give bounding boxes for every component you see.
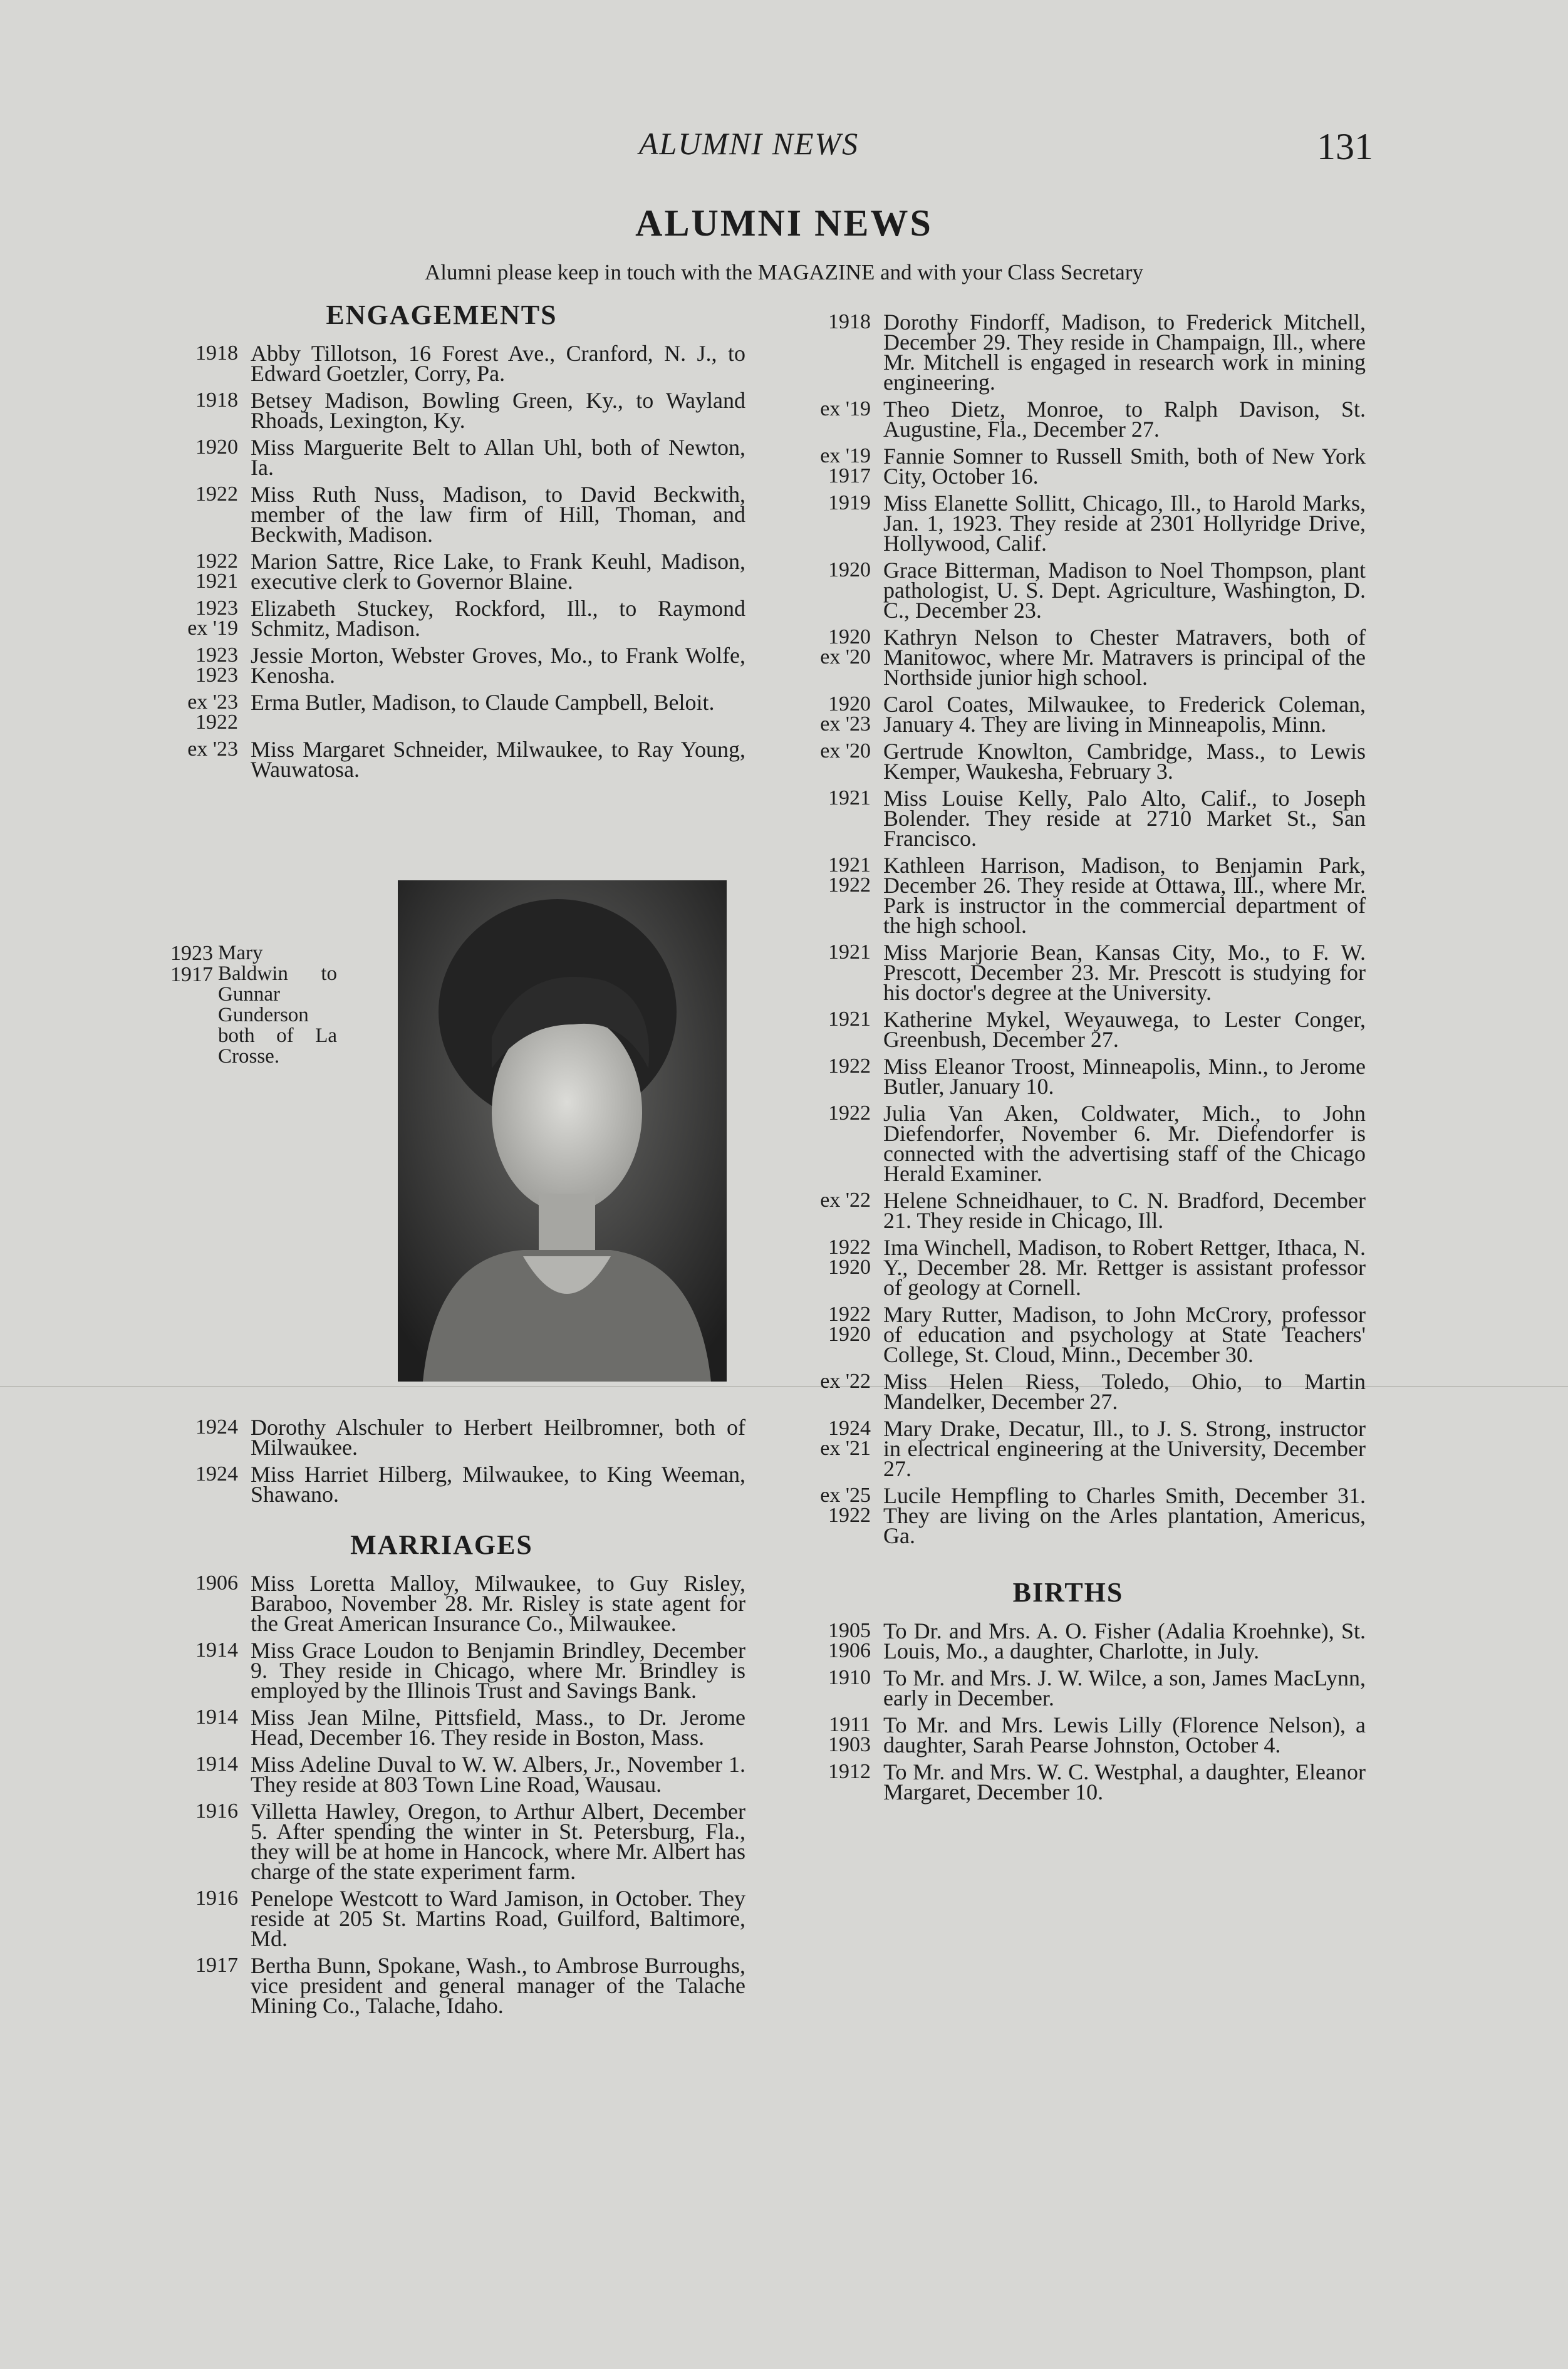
entry-text: Miss Marguerite Belt to Allan Uhl, both of Newton, Ia. (251, 435, 745, 480)
list-item (771, 1054, 1366, 1099)
class-years: 1924 (195, 1415, 238, 1439)
entry-text: Miss Marjorie Bean, Kansas City, Mo., to F. W. Prescott, December 23. Mr. Prescott is studying for his doctor's degree at the University. (883, 940, 1366, 1005)
class-years: 1912 (828, 1760, 871, 1783)
class-years: 1916 (195, 1799, 238, 1823)
class-years: 1905 1906 (828, 1619, 871, 1662)
class-years: ex '23 1922 (187, 690, 238, 734)
entry-text: Miss Ruth Nuss, Madison, to David Beckwith, member of the law firm of Hill, Thoman, and Beckwith, Madison. (251, 482, 745, 547)
class-years: 1920 ex '20 (820, 625, 871, 669)
entry-text: Miss Helen Riess, Toledo, Ohio, to Martin Mandelker, December 27. (883, 1369, 1366, 1414)
entry-text: Mary Drake, Decatur, Ill., to J. S. Strong, instructor in electrical engineering at the University, December 27. (883, 1416, 1366, 1481)
list-item (138, 341, 745, 386)
class-years: 1922 1920 (828, 1236, 871, 1279)
list-item (771, 491, 1366, 556)
class-years: ex '23 (187, 737, 238, 761)
class-years: 1917 (195, 1954, 238, 1977)
list-item (771, 786, 1366, 851)
list-item (771, 444, 1366, 489)
photo-block (144, 880, 727, 1382)
class-years: 1914 (195, 1752, 238, 1776)
class-years: 1922 1920 (828, 1303, 871, 1346)
entry-text: Penelope Westcott to Ward Jamison, in October. They reside at 205 St. Martins Road, Guilford, Baltimore, Md. (251, 1886, 745, 1951)
class-years: 1911 1903 (828, 1713, 871, 1756)
entry-text: Miss Louise Kelly, Palo Alto, Calif., to Joseph Bolender. They reside at 2710 Market St., San Francisco. (883, 786, 1366, 851)
list-item (771, 625, 1366, 690)
entry-text: Kathryn Nelson to Chester Matravers, both of Manitowoc, where Mr. Matravers is principal of the Northside junior high school. (883, 625, 1366, 690)
entry-text: Julia Van Aken, Coldwater, Mich., to John Diefendorfer, November 6. Mr. Diefendorfer is connected with the advertising staff of the Chicago Herald Examiner. (883, 1101, 1366, 1186)
entry-text: Miss Adeline Duval to W. W. Albers, Jr., November 1. They reside at 803 Town Line Road, Wausau. (251, 1752, 745, 1797)
engagements-column (138, 299, 745, 786)
portrait-photo (398, 880, 727, 1382)
list-item (138, 643, 745, 688)
class-years: 1922 (828, 1101, 871, 1125)
entry-text: To Mr. and Mrs. W. C. Westphal, a daughter, Eleanor Margaret, December 10. (883, 1759, 1366, 1804)
entry-text: To Mr. and Mrs. J. W. Wilce, a son, James MacLynn, early in December. (883, 1665, 1366, 1710)
entry-text: Bertha Bunn, Spokane, Wash., to Ambrose Burroughs, vice president and general manager of the Talache Mining Co., Talache, Idaho. (251, 1953, 745, 2018)
class-years: ex '22 (820, 1189, 871, 1212)
births-heading: BIRTHS (1012, 1577, 1124, 1608)
engagements-after-photo-list (138, 1415, 745, 1507)
left-lower-column (138, 1417, 745, 2023)
running-head: ALUMNI NEWS (639, 126, 859, 161)
list-item (771, 1103, 1366, 1184)
page-subtitle: Alumni please keep in touch with the MAGAZINE and with your Class Secretary (425, 260, 1143, 284)
class-years: 1920 (828, 558, 871, 581)
class-years: 1924 ex '21 (820, 1417, 871, 1460)
entry-text: Grace Bitterman, Madison to Noel Thompson, plant pathologist, U. S. Dept. Agriculture, Washington, D. C., December 23. (883, 558, 1366, 623)
class-years: 1921 (828, 786, 871, 810)
list-item (138, 1415, 745, 1460)
entry-text: Katherine Mykel, Weyauwega, to Lester Conger, Greenbush, December 27. (883, 1007, 1366, 1052)
class-years: 1914 (195, 1638, 238, 1662)
entry-text: Erma Butler, Madison, to Claude Campbell, Beloit. (251, 690, 715, 715)
list-item (771, 1190, 1366, 1231)
entry-text: Villetta Hawley, Oregon, to Arthur Albert, December 5. After spending the winter in St. Petersburg, Fla., they will be at home in Hancock, where Mr. Albert has charge of the state experiment farm. (251, 1799, 745, 1884)
class-years: 1921 1922 (828, 853, 871, 897)
entry-text: Miss Harriet Hilberg, Milwaukee, to King Weeman, Shawano. (251, 1462, 745, 1507)
class-years: 1918 (828, 310, 871, 333)
entry-text: To Dr. and Mrs. A. O. Fisher (Adalia Kroehnke), St. Louis, Mo., a daughter, Charlotte, in July. (883, 1618, 1366, 1664)
class-years: 1921 (828, 940, 871, 964)
list-item (771, 1483, 1366, 1548)
class-years: 1906 (195, 1571, 238, 1595)
class-years: 1916 (195, 1887, 238, 1910)
entry-text: Helene Schneidhauer, to C. N. Bradford, December 21. They reside in Chicago, Ill. (883, 1188, 1366, 1233)
engagements-list (138, 341, 745, 782)
entry-text: Theo Dietz, Monroe, to Ralph Davison, St. Augustine, Fla., December 27. (883, 397, 1366, 442)
list-item (771, 853, 1366, 938)
entry-text: Elizabeth Stuckey, Rockford, Ill., to Raymond Schmitz, Madison. (251, 596, 745, 641)
class-years: 1910 (828, 1666, 871, 1689)
entry-text: Mary Rutter, Madison, to John McCrory, professor of education and psychology at State Teachers' College, St. Cloud, Minn., December 30. (883, 1302, 1366, 1367)
marriages-left-list (138, 1573, 745, 2016)
entry-text: Jessie Morton, Webster Groves, Mo., to Frank Wolfe, Kenosha. (251, 643, 745, 688)
entry-text: Miss Grace Loudon to Benjamin Brindley, December 9. They reside in Chicago, where Mr. Brindley is employed by the Illinois Trust and Savings Bank. (251, 1638, 745, 1703)
list-item (771, 1416, 1366, 1481)
right-column (771, 312, 1366, 1809)
photo-caption-text: Mary Baldwin to Gunnar Gunderson both of La Crosse. (218, 942, 337, 1068)
list-item (771, 1369, 1366, 1414)
list-item (771, 397, 1366, 442)
entry-text: Betsey Madison, Bowling Green, Ky., to Wayland Rhoads, Lexington, Ky. (251, 388, 745, 433)
list-item (771, 310, 1366, 395)
class-years: 1924 (195, 1462, 238, 1486)
entry-text: Miss Elanette Sollitt, Chicago, Ill., to Harold Marks, Jan. 1, 1923. They reside at 2301 Hollyridge Drive, Hollywood, Calif. (883, 491, 1366, 556)
entry-text: Ima Winchell, Madison, to Robert Rettger, Ithaca, N. Y., December 28. Mr. Rettger is assistant professor of geology at Cornell. (883, 1235, 1366, 1300)
list-item (771, 692, 1366, 737)
entry-text: Miss Eleanor Troost, Minneapolis, Minn., to Jerome Butler, January 10. (883, 1054, 1366, 1099)
list-item (138, 549, 745, 594)
class-years: ex '25 1922 (820, 1484, 871, 1527)
list-item (771, 1007, 1366, 1052)
list-item (771, 1618, 1366, 1664)
class-years: 1922 1921 (195, 549, 238, 593)
list-item (138, 435, 745, 480)
list-item (138, 388, 745, 433)
entry-text: Dorothy Findorff, Madison, to Frederick Mitchell, December 29. They reside in Champaign, Ill., where Mr. Mitchell is engaged in research work in mining engineering. (883, 310, 1366, 395)
page-title: ALUMNI NEWS (635, 202, 933, 244)
list-item (771, 1712, 1366, 1757)
list-item (138, 1888, 745, 1949)
class-years: 1919 (828, 491, 871, 514)
list-item (138, 737, 745, 782)
list-item (138, 1571, 745, 1636)
list-item (771, 1759, 1366, 1804)
class-years: ex '22 (820, 1370, 871, 1393)
class-years: ex '19 1917 (820, 444, 871, 487)
entry-text: Miss Jean Milne, Pittsfield, Mass., to Dr. Jerome Head, December 16. They reside in Boston, Mass. (251, 1705, 745, 1750)
entry-text: Lucile Hempfling to Charles Smith, December 31. They are living on the Arles plantation, Americus, Ga. (883, 1483, 1366, 1548)
list-item (138, 1752, 745, 1797)
list-item (771, 1237, 1366, 1298)
entry-text: Miss Margaret Schneider, Milwaukee, to Ray Young, Wauwatosa. (251, 737, 745, 782)
list-item (138, 1705, 745, 1750)
engagements-heading: ENGAGEMENTS (326, 299, 558, 330)
entry-text: Fannie Somner to Russell Smith, both of New York City, October 16. (883, 444, 1366, 489)
entry-text: Miss Loretta Malloy, Milwaukee, to Guy Risley, Baraboo, November 28. Mr. Risley is state agent for the Great American Insurance Co., Milwaukee. (251, 1571, 745, 1636)
entry-text: Abby Tillotson, 16 Forest Ave., Cranford, N. J., to Edward Goetzler, Corry, Pa. (251, 341, 745, 386)
photo-caption-years: 1923 1917 (170, 942, 213, 986)
entry-text: To Mr. and Mrs. Lewis Lilly (Florence Nelson), a daughter, Sarah Pearse Johnston, October 4. (883, 1712, 1366, 1757)
entry-text: Carol Coates, Milwaukee, to Frederick Coleman, January 4. They are living in Minneapolis, Minn. (883, 692, 1366, 737)
class-years: 1922 (195, 482, 238, 506)
class-years: 1918 (195, 388, 238, 412)
class-years: 1923 1923 (195, 643, 238, 687)
births-list (771, 1618, 1366, 1804)
list-item (138, 1462, 745, 1507)
marriages-right-list (771, 312, 1366, 1546)
entry-text: Gertrude Knowlton, Cambridge, Mass., to Lewis Kemper, Waukesha, February 3. (883, 739, 1366, 784)
class-years: 1920 (195, 435, 238, 459)
page-number: 131 (1317, 126, 1373, 167)
class-years: ex '20 (820, 739, 871, 763)
marriages-heading: MARRIAGES (350, 1529, 533, 1560)
class-years: 1922 (828, 1054, 871, 1078)
class-years: 1923 ex '19 (187, 596, 238, 640)
list-item (138, 596, 745, 641)
list-item (138, 1801, 745, 1882)
list-item (771, 940, 1366, 1005)
class-years: ex '19 (820, 397, 871, 420)
class-years: 1921 (828, 1007, 871, 1031)
class-years: 1914 (195, 1705, 238, 1729)
entry-text: Kathleen Harrison, Madison, to Benjamin Park, December 26. They reside at Ottawa, Ill., where Mr. Park is instructor in the commercial department of the high school. (883, 853, 1366, 938)
list-item (771, 739, 1366, 784)
list-item (138, 1955, 745, 2016)
list-item (138, 1638, 745, 1703)
list-item (771, 1304, 1366, 1365)
entry-text: Marion Sattre, Rice Lake, to Frank Keuhl, Madison, executive clerk to Governor Blaine. (251, 549, 745, 594)
entry-text: Dorothy Alschuler to Herbert Heilbromner, both of Milwaukee. (251, 1415, 745, 1460)
list-item (771, 1665, 1366, 1710)
class-years: 1920 ex '23 (820, 692, 871, 736)
list-item (138, 692, 745, 732)
list-item (138, 482, 745, 547)
class-years: 1918 (195, 341, 238, 365)
list-item (771, 558, 1366, 623)
